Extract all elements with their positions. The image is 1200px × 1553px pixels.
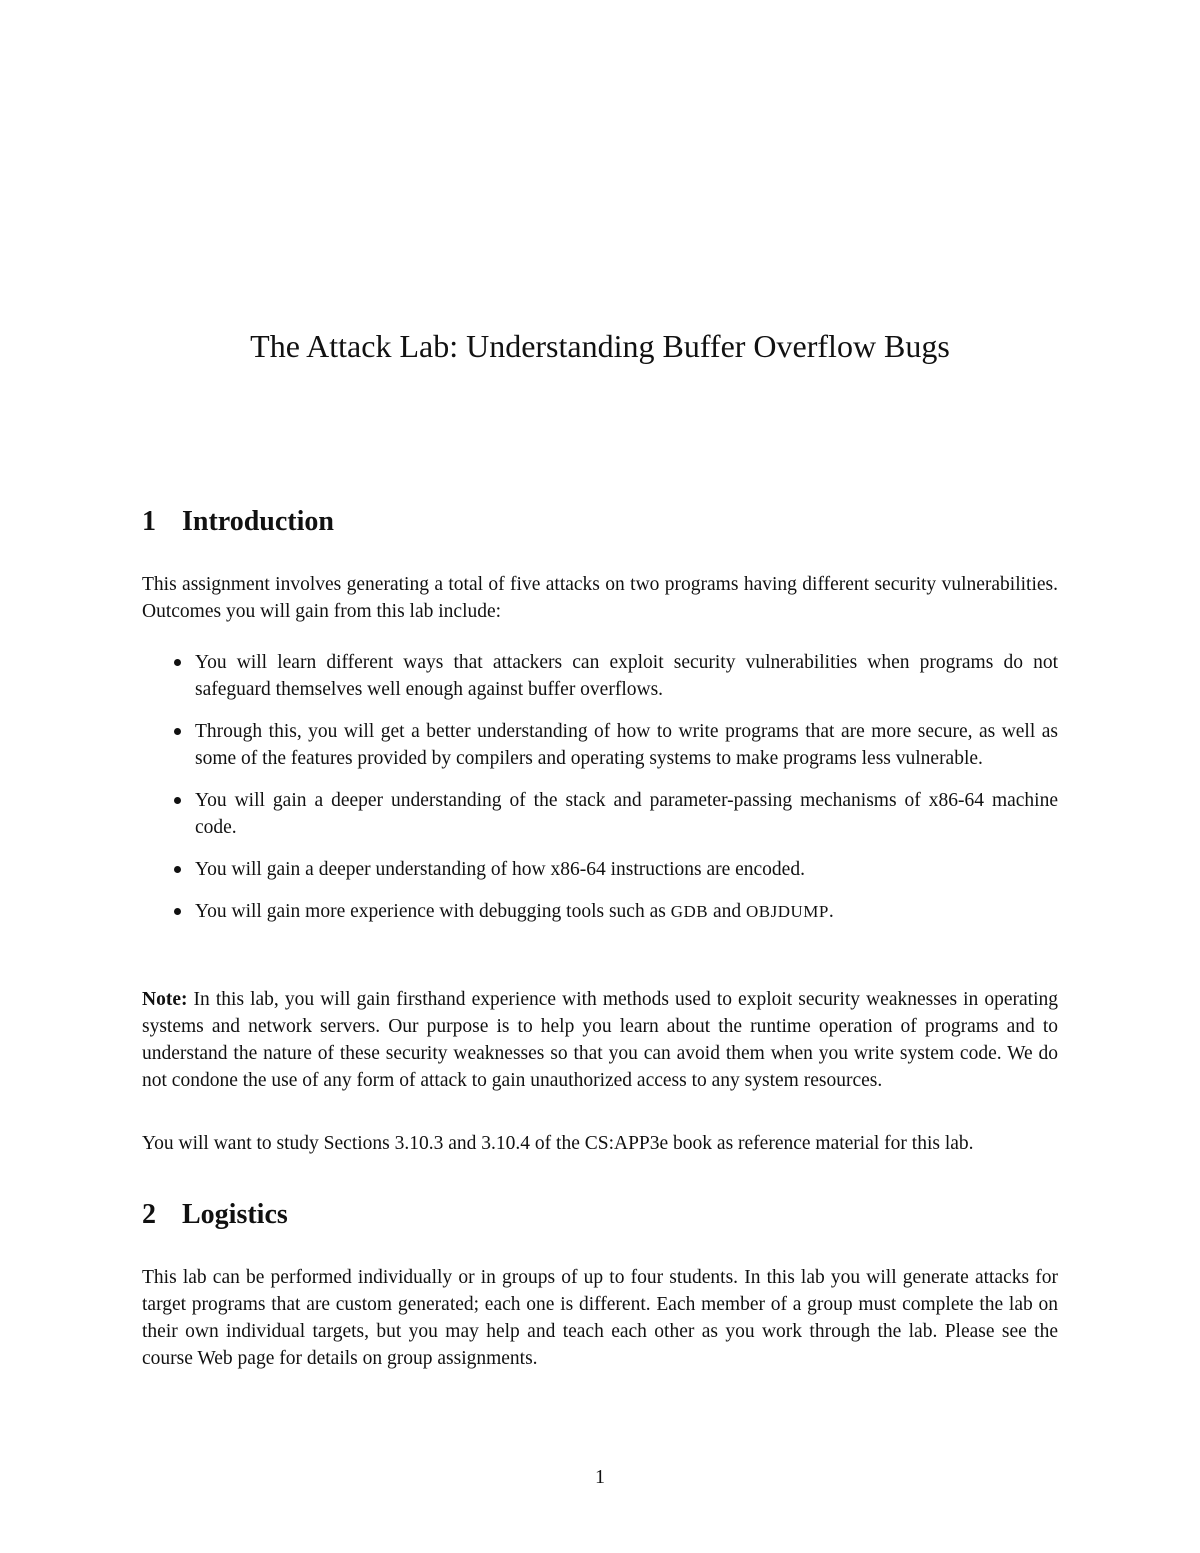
list-item-text: You will gain a deeper understanding of how x86-64 instructions are encoded. <box>195 859 805 880</box>
section-title: Logistics <box>182 1199 288 1230</box>
outcomes-list <box>142 649 1058 940</box>
list-item-text: Through this, you will get a better understanding of how to write programs that are more secure, as well as some of the features provided by compilers and operating systems to make programs less vulnerable. <box>195 721 1058 769</box>
text-fragment: . <box>828 901 834 922</box>
list-item <box>142 856 1058 883</box>
page-number: 1 <box>595 1466 605 1488</box>
section-number: 2 <box>142 1199 156 1230</box>
tool-name-gdb: GDB <box>670 902 709 921</box>
note-text: In this lab, you will gain firsthand experience with methods used to exploit security weaknesses in operating systems and network servers. Our purpose is to help you learn about the runtime operation of programs and to understand the nature of these security weaknesses so that you can avoid them when you write system code. We do not condone the use of any form of attack to gain unauthorized access to any system resources. <box>142 989 1058 1091</box>
section-title: Introduction <box>182 506 334 537</box>
reference-paragraph: You will want to study Sections 3.10.3 and 3.10.4 of the CS:APP3e book as reference material for this lab. <box>142 1133 974 1154</box>
section-heading-logistics <box>142 1199 288 1231</box>
bullet-icon <box>174 866 181 873</box>
bullet-icon <box>174 797 181 804</box>
list-item-text <box>195 901 834 922</box>
list-item <box>142 718 1058 772</box>
bullet-icon <box>174 728 181 735</box>
section-number: 1 <box>142 506 156 537</box>
list-item <box>142 898 1058 925</box>
list-item <box>142 787 1058 841</box>
bullet-icon <box>174 659 181 666</box>
bullet-icon <box>174 908 181 915</box>
introduction-paragraph: This assignment involves generating a total of five attacks on two programs having different security vulnerabilities. Outcomes you will gain from this lab include: <box>142 574 1058 622</box>
text-fragment: and <box>708 901 747 922</box>
tool-name-objdump: OBJDUMP <box>746 902 829 921</box>
logistics-paragraph: This lab can be performed individually or in groups of up to four students. In this lab you will generate attacks for target programs that are custom generated; each one is different. Each member of a group must complete the lab on their own individual targets, but you may help and teach each other as you work through the lab. Please see the course Web page for details on group assignments. <box>142 1267 1058 1369</box>
note-paragraph <box>142 986 1058 1094</box>
list-item <box>142 649 1058 703</box>
list-item-text: You will learn different ways that attackers can exploit security vulnerabilities when programs do not safeguard themselves well enough against buffer overflows. <box>195 652 1058 700</box>
text-fragment: You will gain more experience with debugging tools such as <box>195 901 671 922</box>
list-item-text: You will gain a deeper understanding of the stack and parameter-passing mechanisms of x86-64 machine code. <box>195 790 1058 838</box>
document-title: The Attack Lab: Understanding Buffer Overflow Bugs <box>250 328 950 364</box>
note-label: Note: <box>142 989 188 1010</box>
section-heading-introduction <box>142 506 334 538</box>
